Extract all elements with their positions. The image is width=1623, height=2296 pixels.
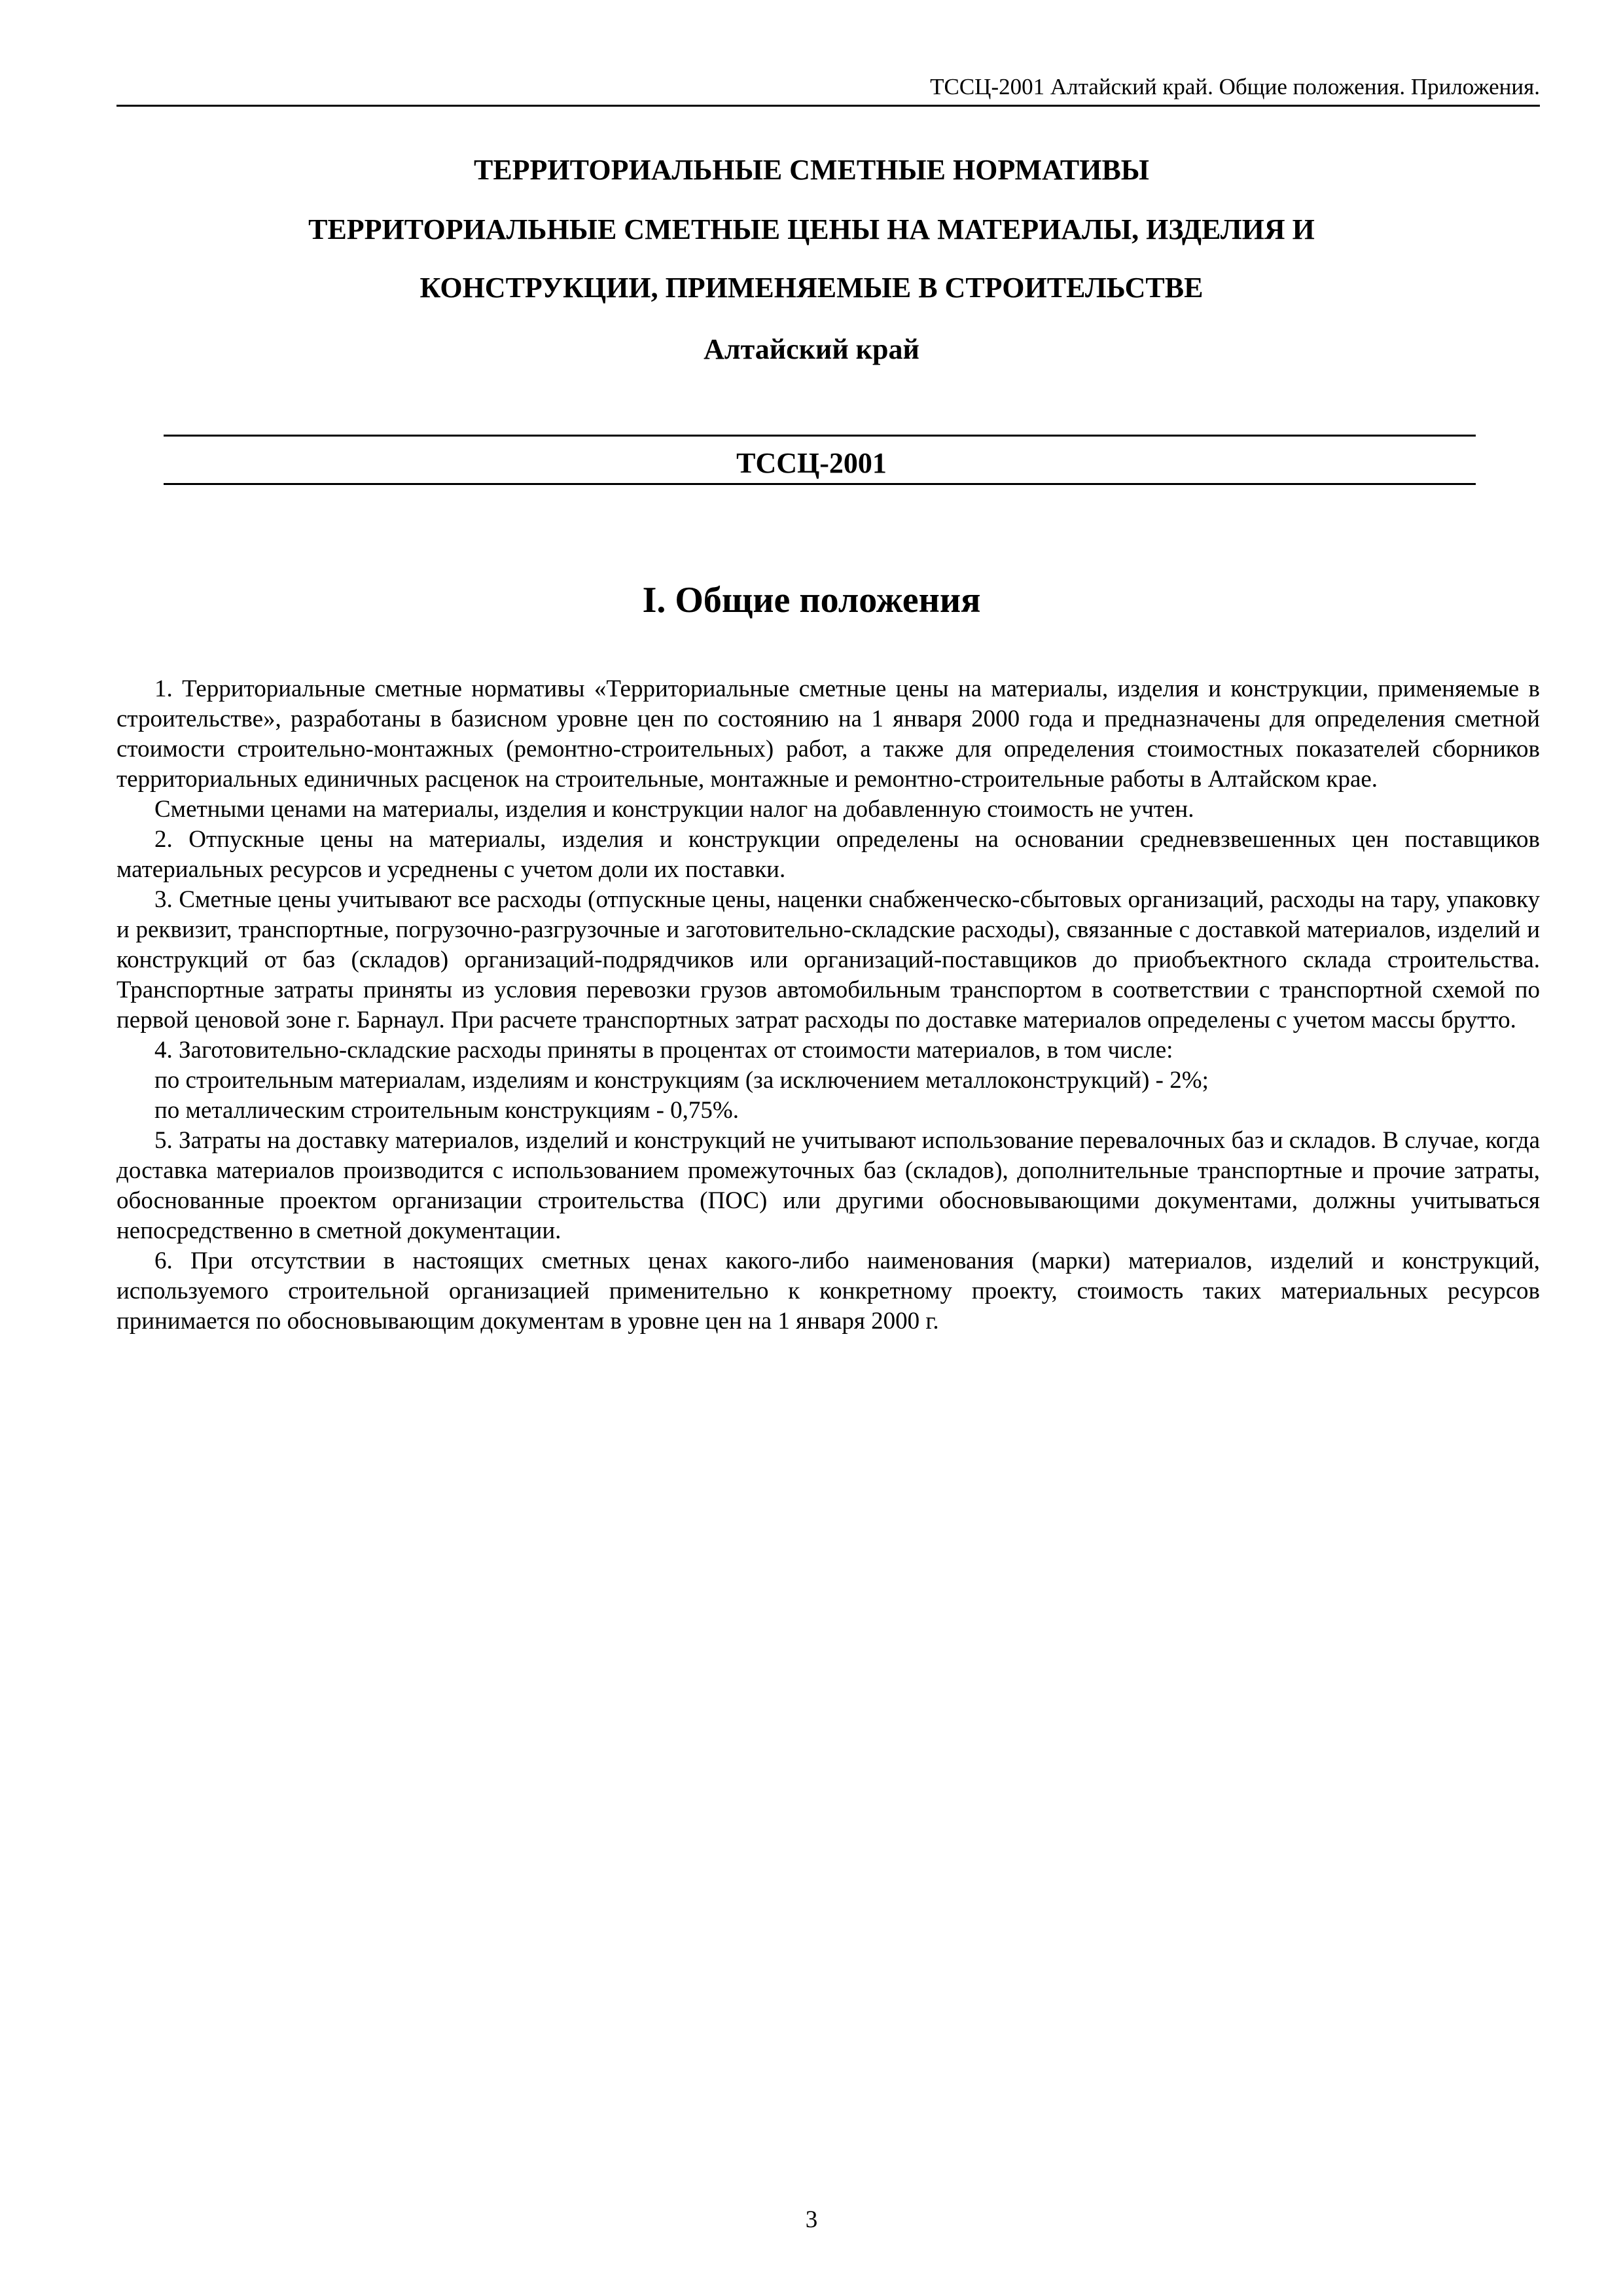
standard-code: ТССЦ-2001 xyxy=(736,447,887,479)
section-title: I. Общие положения xyxy=(642,580,981,620)
running-header: ТССЦ-2001 Алтайский край. Общие положения. Приложения. xyxy=(930,74,1540,99)
region-name: Алтайский край xyxy=(704,333,919,365)
page-number: 3 xyxy=(805,2206,818,2233)
body-text xyxy=(116,674,1540,1336)
code-top-divider xyxy=(164,435,1476,437)
document-title-line-3: КОНСТРУКЦИИ, ПРИМЕНЯЕМЫЕ В СТРОИТЕЛЬСТВЕ xyxy=(419,272,1204,304)
paragraph-5: 5. Затраты на доставку материалов, изделий и конструкций не учитывают использование перевалочных баз и складов. В случае, когда доставка материалов производится с использованием промежуточных баз (складов), дополнительные транспортные и прочие затраты, обоснованные проектом организации строительства (ПОС) или другими обосновывающими документами, должны учитываться непосредственно в сметной документации. xyxy=(116,1127,1540,1244)
paragraph-4-item-materials: по строительным материалам, изделиям и конструкциям (за исключением металлоконструкций) - 2%; xyxy=(154,1067,1209,1094)
document-title-line-2: ТЕРРИТОРИАЛЬНЫЕ СМЕТНЫЕ ЦЕНЫ НА МАТЕРИАЛЫ, ИЗДЕЛИЯ И xyxy=(308,213,1315,245)
paragraph-4-item-metal: по металлическим строительным конструкциям - 0,75%. xyxy=(154,1097,740,1124)
document-title-line-1: ТЕРРИТОРИАЛЬНЫЕ СМЕТНЫЕ НОРМАТИВЫ xyxy=(473,154,1150,186)
paragraph-2: 2. Отпускные цены на материалы, изделия и конструкции определены на основании средневзвешенных цен поставщиков материальных ресурсов и усреднены с учетом доли их поставки. xyxy=(116,826,1540,883)
paragraph-3: 3. Сметные цены учитывают все расходы (отпускные цены, наценки снабженческо-сбытовых организаций, расходы на тару, упаковку и реквизит, транспортные, погрузочно-разгрузочные и заготовительно-складские расходы), связанные с доставкой материалов, изделий и конструкций от баз (складов) организаций-подрядчиков или организаций-поставщиков до приобъектного склада строительства. Транспортные затраты приняты из условия перевозки грузов автомобильным транспортом в соответствии с транспортной схемой по первой ценовой зоне г. Барнаул. При расчете транспортных затрат расходы по доставке материалов определены с учетом массы брутто. xyxy=(116,886,1540,1033)
paragraph-1: 1. Территориальные сметные нормативы «Территориальные сметные цены на материалы, изделия и конструкции, применяемые в строительстве», разработаны в базисном уровне цен по состоянию на 1 января 2000 года и предназначены для определения сметной стоимости строительно-монтажных (ремонтно-строительных) работ, а также для определения стоимостных показателей сборников территориальных единичных расценок на строительные, монтажные и ремонтно-строительные работы в Алтайском крае. xyxy=(116,675,1540,793)
code-bottom-divider xyxy=(164,483,1476,485)
paragraph-vat-note: Сметными ценами на материалы, изделия и конструкции налог на добавленную стоимость не учтен. xyxy=(154,796,1194,823)
paragraph-4: 4. Заготовительно-складские расходы приняты в процентах от стоимости материалов, в том числе: xyxy=(154,1037,1173,1064)
header-divider xyxy=(116,105,1540,107)
paragraph-6: 6. При отсутствии в настоящих сметных ценах какого-либо наименования (марки) материалов, изделий и конструкций, используемого строительной организацией применительно к конкретному проекту, стоимость таких материальных ресурсов принимается по обосновывающим документам в уровне цен на 1 января 2000 г. xyxy=(116,1247,1540,1335)
